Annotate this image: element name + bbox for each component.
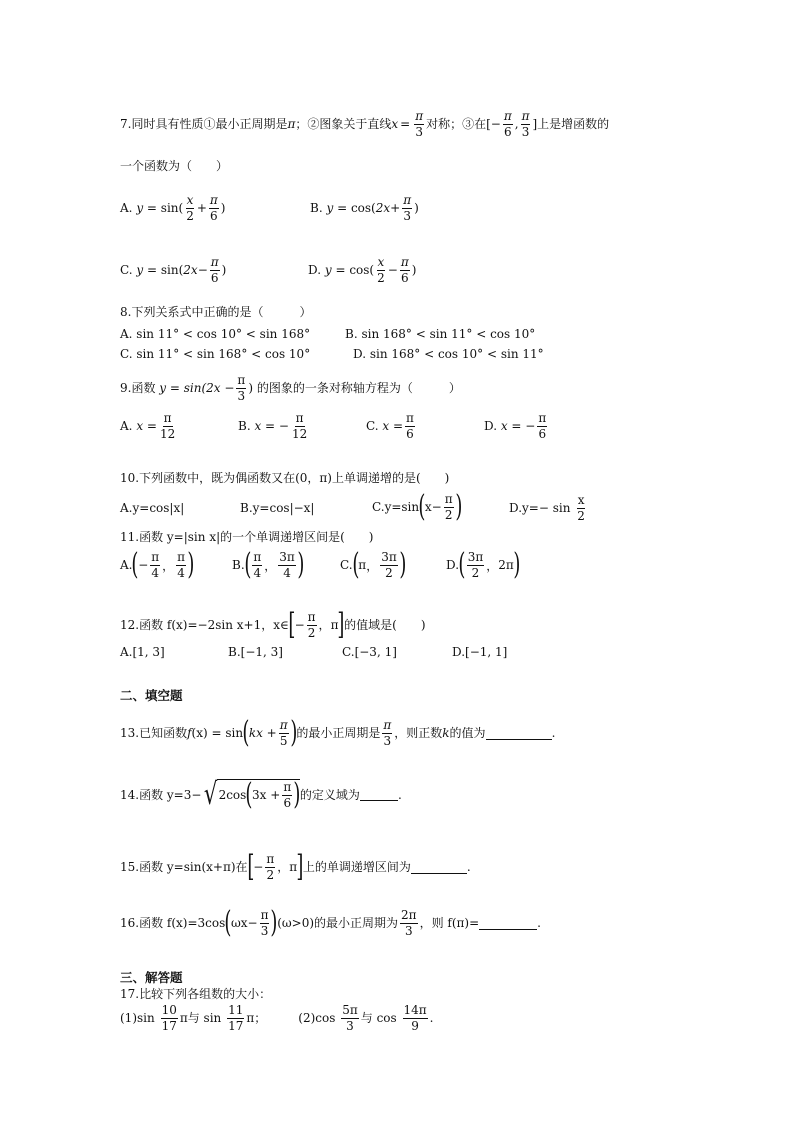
q7-option-c: C. y = sin( 2x − $\frac{\pi}{6}$ ) <box>120 255 227 285</box>
q15-line: 15.函数 y=sin(x+π)在 [ − $\frac{\pi}{2}$ ， π ] 上的单调递增区间为 . <box>120 849 471 884</box>
q11-option-a: A. ( − $\frac{\pi}{4}$ ， π 4 ) <box>120 547 195 582</box>
q7-text4: 上是增函数的 <box>537 117 610 132</box>
q11-option-b: B. ( π 4 ， 3π 4 ) <box>232 547 305 582</box>
q10-option-a: A.y=cos|x| <box>120 501 185 515</box>
q7-comma: , <box>514 117 519 132</box>
q9-option-b: B. x = − $\frac{\pi}{12}$ <box>238 411 308 441</box>
q7-frac-pi3b: π 3 <box>521 109 530 139</box>
q17-parts: (1)sin 10 17 π 与 sin 11 17 π ； (2)cos 5π 3 与 cos 14π 9 . <box>120 1003 434 1033</box>
q7-frac-pi3: $\frac{\pi}{3}$ <box>415 109 424 139</box>
q8-option-a: A. sin 11° < cos 10° < sin 168° <box>120 327 311 341</box>
q9-option-c: C. x = $\frac{\pi}{6}$ <box>366 411 414 441</box>
q12-option-d: D.[−1, 1] <box>452 645 508 659</box>
q7-rb: ] <box>532 117 538 132</box>
q7-lb: [− <box>486 117 501 132</box>
q10-option-c: C.y=sin ( x− $\frac{\pi}{2}$ ) <box>372 489 462 524</box>
q9-line: 9.函数 y = sin(2x − $\frac{\pi}{3}$ ) 的图象的一条对称轴方程为（ ） <box>120 373 461 403</box>
q9-option-a: A. x = $\frac{\pi}{12}$ <box>120 411 176 441</box>
q13-answer-blank[interactable] <box>486 727 552 740</box>
q7-option-d: D. y = cos( x 2 − $\frac{\pi}{6}$ ) <box>308 255 417 285</box>
q12-option-c: C.[−3, 1] <box>342 645 397 659</box>
q13-line: 13.已知函数 f (x) = sin ( kx + $\frac{\pi}{5}$ ) 的最小正周期是 π 3 ，则正数 k 的值为 . <box>120 715 556 750</box>
q12-option-a: A.[1, 3] <box>120 645 165 659</box>
q12-line: 12.函数 f(x)=−2sin x+1，x∈ [ − $\frac{\pi}{2}$ ， π ] 的值域是( ) <box>120 607 426 642</box>
q11-option-c: C. ( π ， 3π 2 ) <box>340 547 407 582</box>
q7-number: 7. <box>120 117 132 132</box>
q11-option-d: D. ( 3π 2 ， 2π ) <box>446 547 521 582</box>
q12-option-b: B.[−1, 3] <box>228 645 283 659</box>
q14-line: 14.函数 y=3− √ 2cos ( 3x + $\frac{\pi}{6}$ ) 的定义域为 . <box>120 776 402 812</box>
q7-eq: = <box>400 117 411 132</box>
q9-option-d: D. x = − $\frac{\pi}{6}$ <box>484 411 547 441</box>
q8-title: 8.下列关系式中正确的是（ ） <box>120 305 312 319</box>
q17-title: 17.比较下列各组数的大小： <box>120 987 272 1001</box>
q7-x: x <box>391 117 399 132</box>
q7-pi: π <box>287 117 296 132</box>
q7-text3: 对称；③在 <box>426 117 487 132</box>
q16-answer-blank[interactable] <box>479 917 537 930</box>
q10-title: 10.下列函数中，既为偶函数又在(0，π)上单调递增的是( ) <box>120 471 450 485</box>
section-answer-title: 三、解答题 <box>120 970 183 985</box>
q15-answer-blank[interactable] <box>411 861 467 874</box>
q10-option-b: B.y=cos|−x| <box>240 501 315 515</box>
q7-option-a: A. y = sin( x 2 + $\frac{\pi}{6}$ ) <box>120 193 226 223</box>
sqrt-icon: √ <box>204 776 218 812</box>
q8-option-d: D. sin 168° < cos 10° < sin 11° <box>353 347 544 361</box>
q14-answer-blank[interactable] <box>360 788 398 801</box>
q10-option-d: D.y=− sin x 2 <box>509 493 585 523</box>
q11-title: 11.函数 y=|sin x|的一个单调递增区间是( ) <box>120 530 374 544</box>
q16-line: 16.函数 f(x)=3cos ( ωx− $\frac{\pi}{3}$ ) (ω>0)的最小正周期为 2π 3 ，则 f(π)= . <box>120 905 541 940</box>
q7-line2: 一个函数为（ ） <box>120 159 229 173</box>
q7-text1: 同时具有性质①最小正周期是 <box>131 117 288 132</box>
q7-text2: ；②图象关于直线 <box>295 117 392 132</box>
q8-option-c: C. sin 11° < sin 168° < cos 10° <box>120 347 311 361</box>
q8-option-b: B. sin 168° < sin 11° < cos 10° <box>345 327 536 341</box>
q7-option-b: B. y = cos( 2x + $\frac{\pi}{3}$ ) <box>310 193 419 223</box>
q7-line1 <box>120 110 609 138</box>
section-fill-in-title: 二、填空题 <box>120 688 183 703</box>
q7-frac-pi6: $\frac{\pi}{6}$ <box>503 109 512 139</box>
